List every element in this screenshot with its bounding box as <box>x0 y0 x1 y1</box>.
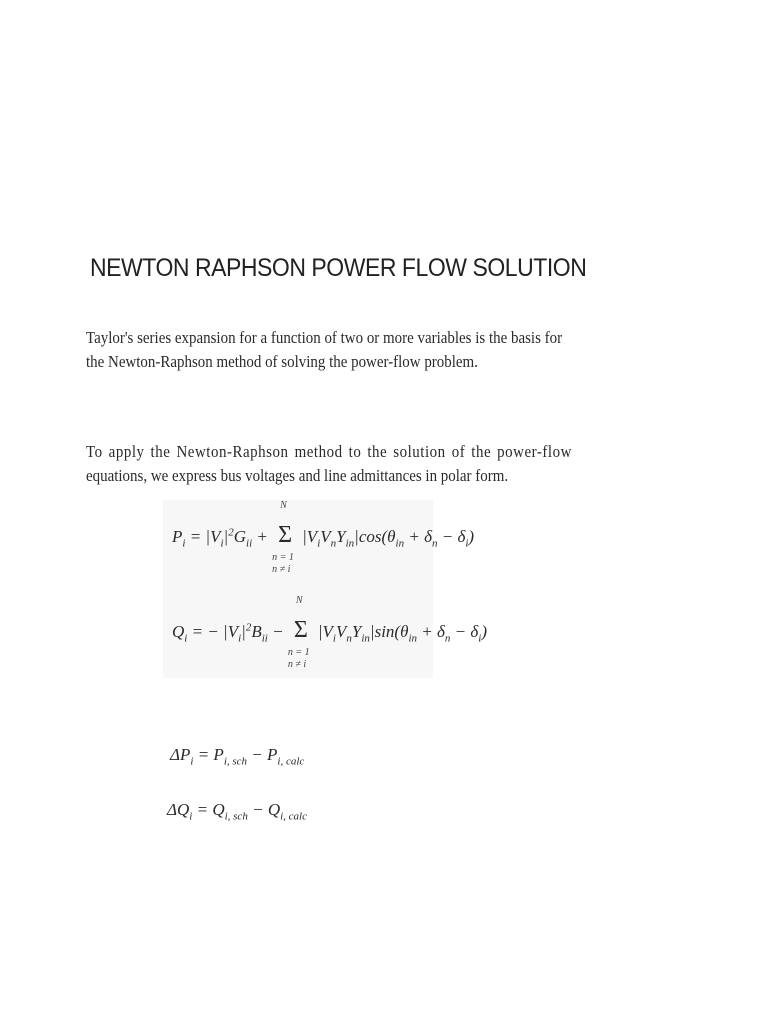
intro-line-2: the Newton-Raphson method of solving the power-flow problem. <box>86 352 478 371</box>
intro-line-1: Taylor's series expansion for a function of two or more variables is the basis for <box>86 328 563 347</box>
equation-delta-p: $\Delta P_i = P_{i, sch} - P_{i, calc}$ <box>170 745 305 768</box>
summation: N Σ n = 1 n ≠ i <box>287 595 310 670</box>
equation-real-power: $P_i = |V_i|^2G_{ii}$ + N Σ n = 1 n ≠ i $|V_iV_nY_{in}|\cos(\theta_{in} + \delta_n - \delta_i)$ <box>172 500 475 575</box>
sigma-symbol: Σ <box>293 617 308 643</box>
summation: N Σ n = 1 n ≠ i <box>272 500 294 575</box>
polar-form-paragraph <box>86 440 572 488</box>
sigma-symbol: Σ <box>278 522 293 548</box>
polar-line-2: equations, we express bus voltages and line admittances in polar form. <box>86 466 509 485</box>
intro-paragraph <box>86 326 562 374</box>
equation-delta-q: $\Delta Q_i = Q_{i, sch} - Q_{i, calc}$ <box>167 800 307 823</box>
equation-reactive-power: $Q_i$ = − $|V_i|^2B_{ii}$ − N Σ n = 1 n ≠ i $|V_iV_nY_{in}|\sin(\theta_{in} + \delta_n - \delta_i)$ <box>172 595 487 670</box>
page-title: NEWTON RAPHSON POWER FLOW SOLUTION <box>90 254 587 282</box>
polar-line-1: To apply the Newton-Raphson method to the solution of the power-flow <box>86 442 572 461</box>
